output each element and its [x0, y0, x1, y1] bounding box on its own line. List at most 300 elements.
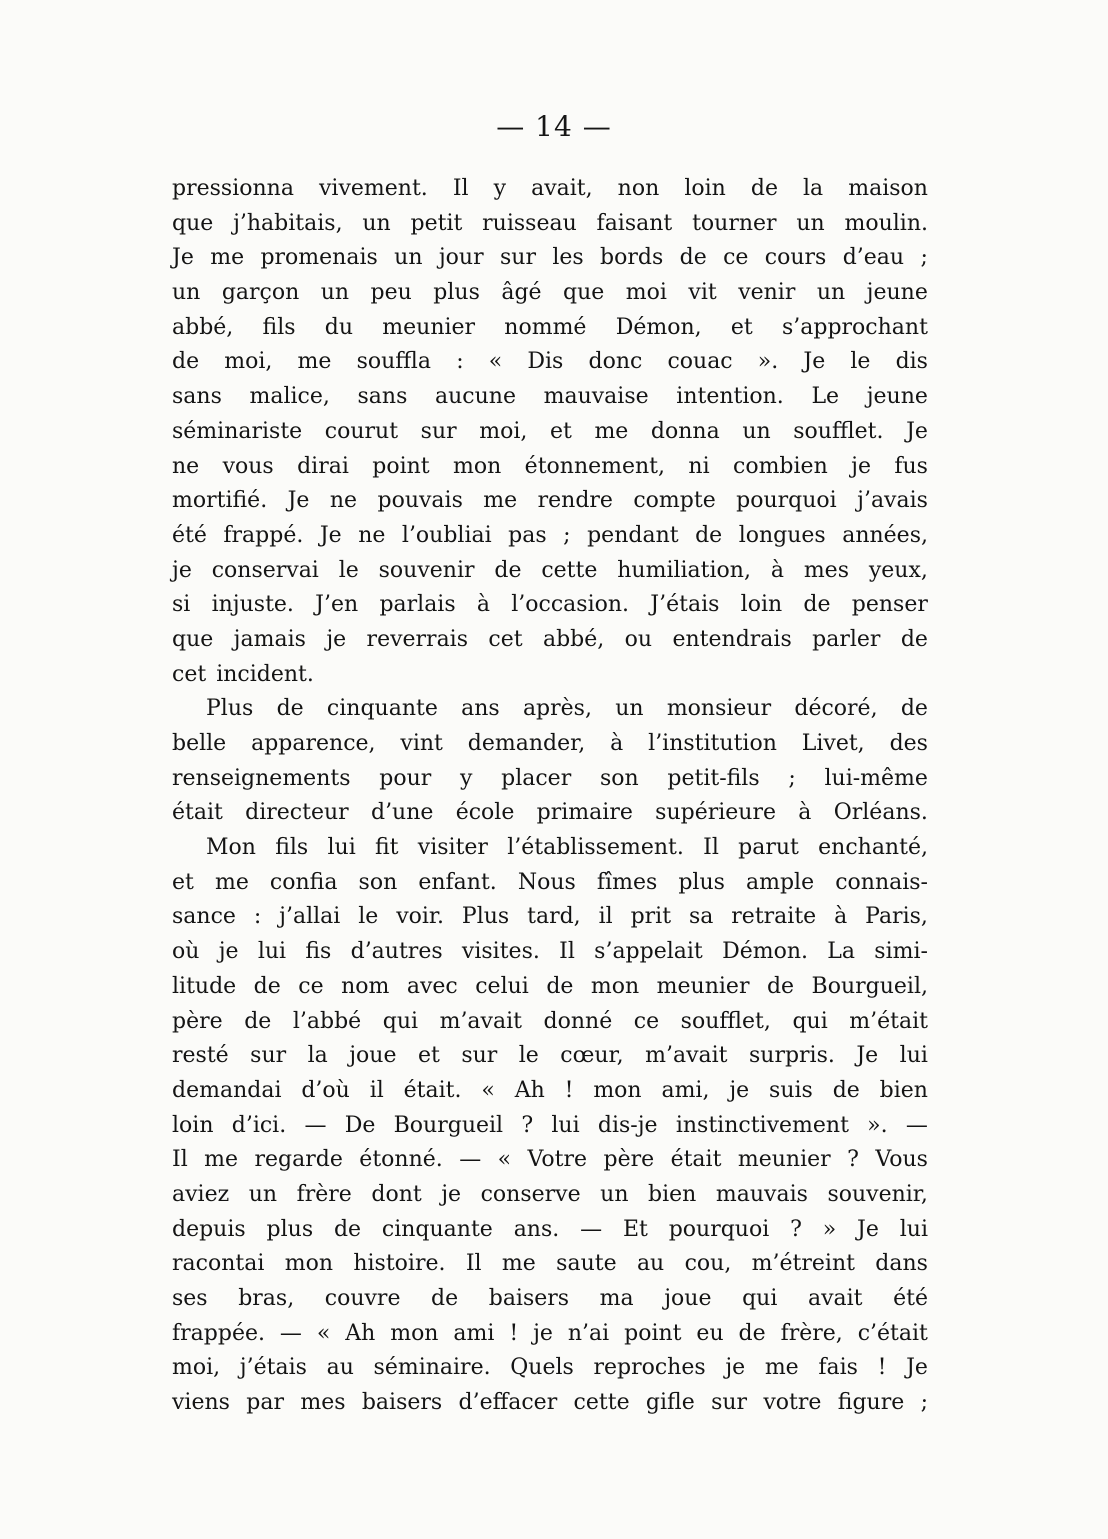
word: malice,: [249, 384, 330, 410]
word: un: [362, 210, 391, 236]
word: Et: [622, 1216, 648, 1242]
word: Je: [172, 245, 194, 271]
word: demandai: [172, 1077, 282, 1103]
word: voir.: [396, 904, 444, 930]
word: plus: [678, 869, 725, 895]
word: ?: [790, 1216, 802, 1242]
word: était.: [403, 1077, 462, 1103]
word: pouvais: [377, 488, 463, 514]
word: retraite: [731, 904, 817, 930]
word: resté: [172, 1043, 229, 1069]
word: Le: [811, 384, 840, 410]
word: un: [394, 245, 423, 271]
word: Mon: [206, 835, 256, 861]
word: me: [214, 869, 249, 895]
word: le: [338, 557, 359, 583]
page-number: — 14 —: [496, 110, 612, 143]
word: monsieur: [666, 696, 772, 722]
text-line: [172, 762, 928, 797]
word: ce: [723, 245, 749, 271]
word: viens: [172, 1390, 230, 1416]
word: baisers: [361, 1390, 443, 1416]
word: sa: [688, 904, 714, 930]
word: n’ai: [567, 1320, 610, 1346]
word: avait: [807, 1286, 863, 1311]
word: promenais: [260, 245, 378, 271]
word: séminaire.: [373, 1355, 491, 1381]
word: Il: [172, 1147, 188, 1173]
word: Je: [906, 1355, 928, 1381]
text-line: [172, 450, 928, 485]
word: Bourgueil,: [811, 973, 928, 999]
word: tourner: [692, 210, 777, 236]
word: la: [307, 1043, 328, 1069]
word: Je: [803, 349, 826, 375]
word: étonné.: [359, 1147, 443, 1173]
word: de: [900, 696, 928, 722]
word: enfant.: [418, 869, 497, 895]
word: fils: [262, 314, 296, 340]
word: ma: [599, 1286, 634, 1311]
text-line: [172, 415, 928, 450]
word: l’oubliai: [401, 522, 492, 548]
word: dis-je: [597, 1112, 658, 1138]
word: me: [594, 418, 629, 444]
word: ans.: [513, 1216, 560, 1242]
word: votre: [763, 1390, 822, 1416]
word: «: [316, 1320, 331, 1346]
word: était: [670, 1147, 722, 1173]
word: —: [304, 1112, 327, 1138]
word: frère: [296, 1181, 352, 1207]
word: De: [344, 1112, 376, 1138]
word: Démon.: [722, 939, 808, 965]
word: de: [750, 176, 778, 201]
word: confia: [269, 869, 338, 895]
word: apparence,: [251, 731, 376, 756]
word: mauvais: [715, 1181, 808, 1207]
word: mauvaise: [543, 384, 649, 410]
word: couvre: [324, 1286, 401, 1311]
word: mon: [390, 1320, 439, 1346]
word: s’appelait: [594, 939, 703, 965]
word: sans: [172, 384, 222, 410]
word: je: [218, 939, 239, 965]
word: y: [459, 765, 473, 791]
text-line: [172, 866, 928, 901]
word: que: [172, 210, 214, 236]
word: reverrais: [366, 626, 469, 652]
word: Dis: [527, 349, 564, 375]
word: ».: [757, 349, 779, 375]
word: loin: [684, 176, 726, 201]
word: qui: [742, 1286, 778, 1311]
word: plus: [266, 1216, 314, 1242]
word: ».: [867, 1112, 888, 1138]
word: de: [695, 522, 723, 548]
text-line: [172, 900, 928, 935]
word: Démon,: [615, 314, 702, 340]
word: maison: [848, 176, 928, 201]
word: sans: [357, 384, 408, 410]
word: m’étreint: [751, 1251, 855, 1277]
word: les: [552, 245, 584, 271]
word: d’une: [370, 800, 434, 826]
word: donc: [588, 349, 643, 375]
word: un: [320, 280, 350, 306]
word: l’occasion.: [511, 592, 630, 618]
word: me: [297, 349, 332, 375]
word: un: [796, 210, 825, 236]
word: je: [729, 1077, 750, 1103]
word: J’en: [315, 592, 359, 618]
word: le: [518, 1043, 539, 1069]
word: prit: [630, 904, 672, 930]
word: Plus: [461, 904, 510, 930]
word: Ah: [345, 1320, 376, 1346]
word: ne: [358, 522, 386, 548]
word: jour: [438, 245, 484, 271]
word: «: [481, 1077, 495, 1103]
word: c’était: [857, 1320, 928, 1346]
word: cœur,: [560, 1043, 624, 1069]
word: rendre: [537, 488, 613, 514]
word: s’approchant: [781, 314, 928, 340]
word: dirai: [297, 453, 349, 479]
word: m’avait: [439, 1008, 522, 1034]
word: :: [456, 349, 464, 375]
word: mes: [803, 557, 849, 583]
word: bien: [648, 1181, 697, 1207]
word: ;: [788, 765, 796, 791]
text-line: [172, 1005, 928, 1040]
word: combien: [733, 453, 828, 479]
word: Je: [287, 488, 310, 514]
word: d’ici.: [231, 1112, 287, 1138]
word: décoré,: [794, 696, 878, 722]
word: ;: [920, 1390, 928, 1416]
word: le: [358, 904, 379, 930]
text-line: [172, 311, 928, 346]
word: Je: [906, 418, 928, 444]
word: été: [893, 1286, 928, 1311]
word: donna: [650, 418, 720, 444]
word: ne: [329, 488, 358, 514]
word: venir: [738, 280, 796, 306]
text-line: [172, 207, 928, 242]
word: l’établissement.: [507, 835, 684, 861]
word: cours: [764, 245, 827, 271]
word: incident.: [216, 661, 314, 687]
text-line: [172, 519, 928, 554]
text-line: [172, 172, 928, 207]
word: fus: [894, 453, 928, 479]
word: Livet,: [801, 731, 865, 756]
word: couac: [667, 349, 733, 375]
word: j’habitais,: [233, 210, 343, 236]
word: un: [615, 696, 644, 722]
word: connais-: [835, 869, 928, 895]
word: ami: [453, 1320, 495, 1346]
word: moi: [625, 280, 667, 306]
word: pressionna: [172, 176, 294, 201]
word: de: [431, 1286, 459, 1311]
word: courut: [324, 418, 399, 444]
word: aviez: [172, 1181, 230, 1207]
word: à: [798, 800, 812, 826]
text-line: [172, 623, 928, 658]
word: de: [172, 349, 200, 375]
word: »: [822, 1216, 837, 1242]
text-line: [172, 588, 928, 623]
word: nommé: [504, 314, 587, 340]
word: pas: [508, 522, 547, 548]
word: reproches: [593, 1355, 706, 1381]
text-line: [172, 276, 928, 311]
word: primaire: [536, 800, 633, 826]
word: sur: [499, 245, 536, 271]
word: vint: [400, 731, 443, 756]
word: —: [459, 1147, 482, 1173]
word: de: [679, 245, 707, 271]
word: je: [441, 1181, 462, 1207]
word: sur: [461, 1043, 498, 1069]
word: visites.: [461, 939, 540, 965]
word: frappée.: [172, 1320, 265, 1346]
word: de: [546, 973, 574, 999]
word: !: [877, 1355, 887, 1381]
word: Orléans.: [833, 800, 928, 826]
word: fils: [275, 835, 309, 861]
word: Quels: [510, 1355, 574, 1381]
text-line: [172, 796, 928, 831]
word: dis: [895, 349, 928, 375]
word: Il: [559, 939, 575, 965]
word: m’avait: [645, 1043, 728, 1069]
word: l’abbé: [292, 1008, 362, 1034]
word: visiter: [417, 835, 488, 861]
text-line: [172, 970, 928, 1005]
word: avait,: [531, 176, 593, 201]
word: bien: [879, 1077, 928, 1103]
word: !: [509, 1320, 519, 1346]
word: il: [369, 1077, 384, 1103]
word: lui: [257, 939, 287, 965]
word: enchanté,: [818, 835, 928, 861]
word: après,: [522, 696, 592, 722]
word: de: [832, 1077, 860, 1103]
word: et: [417, 1043, 440, 1069]
word: me: [501, 1251, 536, 1277]
word: ami,: [661, 1077, 710, 1103]
word: tard,: [527, 904, 581, 930]
word: point: [372, 453, 430, 479]
word: racontai: [172, 1251, 265, 1277]
word: frappé.: [223, 522, 304, 548]
word: meunier: [656, 973, 750, 999]
word: sur: [250, 1043, 287, 1069]
word: père: [172, 1008, 223, 1034]
word: —: [580, 1216, 603, 1242]
word: J’étais: [650, 592, 720, 618]
word: intention.: [676, 384, 784, 410]
word: faisant: [596, 210, 673, 236]
word: à: [476, 592, 491, 618]
word: était: [172, 800, 223, 826]
word: d’eau: [842, 245, 905, 271]
word: d’autres: [350, 939, 443, 965]
word: un: [248, 1181, 278, 1207]
word: de: [738, 1320, 766, 1346]
word: fais: [818, 1355, 858, 1381]
word: abbé,: [172, 314, 234, 340]
word: jamais: [233, 626, 306, 652]
word: au: [636, 1251, 665, 1277]
word: moi,: [172, 1355, 221, 1381]
text-line: [172, 1178, 928, 1213]
word: par: [246, 1390, 284, 1416]
word: de: [803, 592, 831, 618]
body-text: [172, 172, 928, 1421]
word: son: [599, 765, 639, 791]
word: belle: [172, 731, 227, 756]
word: d’effacer: [458, 1390, 558, 1416]
word: Paris,: [865, 904, 928, 930]
text-line: [172, 727, 928, 762]
word: me: [764, 1355, 799, 1381]
word: lui: [899, 1043, 928, 1069]
word: Nous: [517, 869, 576, 895]
word: aucune: [435, 384, 516, 410]
word: Ah: [514, 1077, 545, 1103]
word: non: [617, 176, 660, 201]
word: y: [493, 176, 507, 201]
word: pendant: [587, 522, 679, 548]
word: je: [172, 557, 192, 583]
word: «: [488, 349, 503, 375]
word: mes: [300, 1390, 346, 1416]
word: soufflet.: [793, 418, 884, 444]
word: —: [279, 1320, 302, 1346]
word: ou: [624, 626, 653, 652]
word: m’était: [849, 1008, 928, 1034]
word: petit-fils: [667, 765, 760, 791]
word: compte: [633, 488, 716, 514]
word: ?: [521, 1112, 534, 1138]
word: jeune: [866, 384, 928, 410]
word: je: [851, 453, 871, 479]
word: ne: [172, 453, 200, 479]
word: cinquante: [326, 696, 438, 722]
word: renseignements: [172, 765, 351, 791]
word: ;: [920, 245, 928, 271]
word: l’institution: [648, 731, 777, 756]
word: lui: [899, 1216, 928, 1242]
word: et: [730, 314, 753, 340]
word: et: [172, 869, 194, 895]
word: Il: [452, 176, 469, 201]
word: petit: [410, 210, 463, 236]
word: il: [598, 904, 613, 930]
word: mon: [593, 1077, 642, 1103]
word: moi,: [224, 349, 273, 375]
word: dont: [371, 1181, 422, 1207]
word: été: [172, 522, 207, 548]
word: moulin.: [844, 210, 928, 236]
text-line: [172, 1213, 928, 1248]
word: je: [533, 1320, 553, 1346]
word: père: [603, 1147, 655, 1173]
word: La: [827, 939, 856, 965]
word: «: [497, 1147, 512, 1173]
word: lui: [327, 835, 356, 861]
word: le: [850, 349, 871, 375]
word: un: [816, 280, 846, 306]
word: suis: [769, 1077, 813, 1103]
text-line: [172, 1109, 928, 1144]
word: Plus: [206, 696, 254, 722]
word: de: [494, 557, 522, 583]
word: étonnement,: [524, 453, 666, 479]
word: j’allai: [279, 904, 341, 930]
text-line: [172, 831, 928, 866]
word: eu: [696, 1320, 724, 1346]
word: je: [326, 626, 347, 652]
word: supérieure: [655, 800, 776, 826]
word: que: [563, 280, 605, 306]
text-line: [172, 935, 928, 970]
word: jeune: [866, 280, 928, 306]
word: du: [324, 314, 354, 340]
word: Je: [857, 1216, 879, 1242]
word: sur: [420, 418, 457, 444]
word: ;: [563, 522, 571, 548]
word: abbé,: [542, 626, 605, 652]
word: ample: [746, 869, 815, 895]
word: peu: [370, 280, 412, 306]
word: baisers: [488, 1286, 570, 1311]
word: de: [333, 1216, 362, 1242]
word: cet: [488, 626, 523, 652]
word: mortifié.: [172, 488, 268, 514]
word: dans: [875, 1251, 928, 1277]
word: qui: [792, 1008, 828, 1034]
word: me: [210, 245, 245, 271]
word: litude: [172, 973, 237, 999]
word: mon: [284, 1251, 333, 1277]
text-line: [172, 1247, 928, 1282]
word: gifle: [645, 1390, 695, 1416]
text-line: [172, 1143, 928, 1178]
word: point: [624, 1320, 682, 1346]
word: Votre: [527, 1147, 588, 1173]
word: vous: [222, 453, 274, 479]
word: Il: [703, 835, 719, 861]
word: et: [549, 418, 572, 444]
text-line: [172, 345, 928, 380]
word: parler: [812, 626, 881, 652]
word: cou,: [684, 1251, 732, 1277]
word: bords: [600, 245, 664, 271]
word: loin: [172, 1112, 214, 1138]
word: ?: [847, 1147, 859, 1173]
word: celui: [475, 973, 529, 999]
word: simi-: [874, 939, 928, 965]
word: bras,: [238, 1286, 295, 1311]
word: Vous: [875, 1147, 928, 1173]
word: entendrais: [672, 626, 792, 652]
word: si: [172, 592, 191, 618]
